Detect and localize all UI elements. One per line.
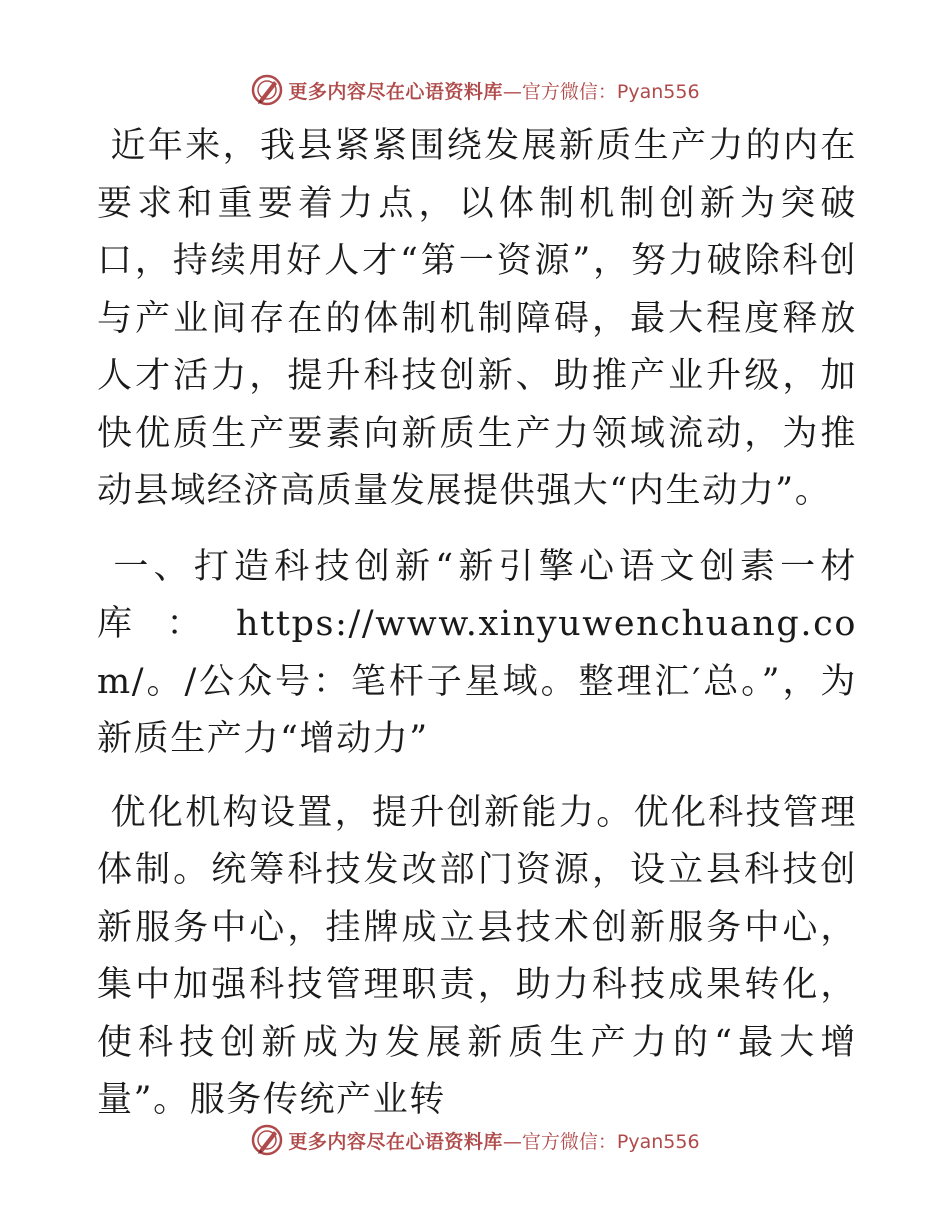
document-body bbox=[97, 118, 857, 1130]
paragraph-intro: 近年来，我县紧紧围绕发展新质生产力的内在要求和重要着力点，以体制机制创新为突破口，持续用好人才“第一资源”，努力破除科创与产业间存在的体制机制障碍，最大程度释放人才活力，提升科技创新、助推产业升级，加快优质生产要素向新质生产力领域流动，为推动县域经济高质量发展提供强大“内生动力”。 bbox=[97, 126, 857, 511]
section-heading-1: 一、打造科技创新“新引擎心语文创素一材库：https://www.xinyuwenchuang.com/。/公众号：笔杆子星域。整理汇′总。”，为新质生产力“增动力” bbox=[97, 546, 857, 759]
footer-banner bbox=[0, 1120, 950, 1160]
header-banner bbox=[0, 70, 950, 110]
banner-contact-text: —官方微信：Pyan556 bbox=[502, 1130, 700, 1153]
paragraph-section-1: 优化机构设置，提升创新能力。优化科技管理体制。统筹科技发改部门资源，设立县科技创新服务中心，挂牌成立县技术创新服务中心，集中加强科技管理职责，助力科技成果转化，使科技创新成为发展新质生产力的“最大增量”。服务传统产业转 bbox=[97, 792, 857, 1120]
pen-logo-icon bbox=[250, 1123, 284, 1157]
banner-main-text: 更多内容尽在心语资料库 bbox=[288, 1130, 503, 1153]
banner-contact-text: —官方微信：Pyan556 bbox=[502, 80, 700, 103]
banner-main-text: 更多内容尽在心语资料库 bbox=[288, 80, 503, 103]
pen-logo-icon bbox=[250, 73, 284, 107]
